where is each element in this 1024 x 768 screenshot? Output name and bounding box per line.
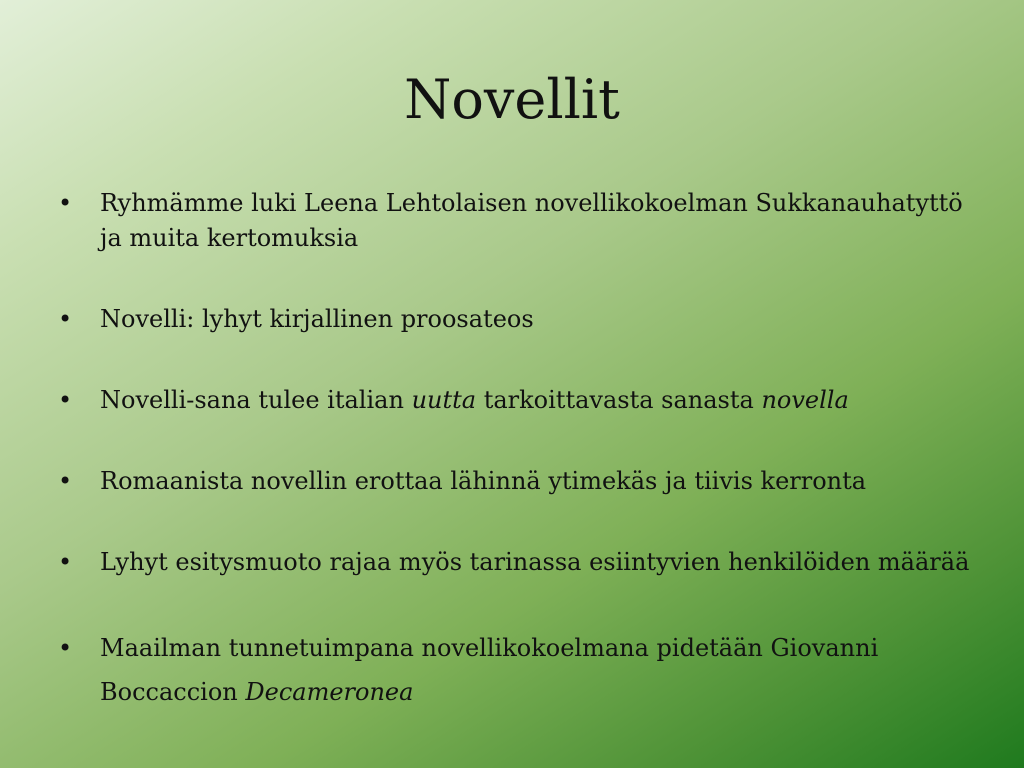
bullet-dot-icon: • (58, 386, 73, 414)
bullet-item (58, 383, 988, 418)
bullet-dot-icon: • (58, 548, 73, 576)
bullet-italic-word: novella (761, 386, 849, 414)
bullet-dot-icon: • (58, 189, 73, 217)
bullet-text: Romaanista novellin erottaa lähinnä ytimekäs ja tiivis kerronta (100, 467, 867, 495)
slide-title: Novellit (404, 68, 620, 131)
bullet-text: tarkoittavasta sanasta (476, 386, 762, 414)
bullet-item (58, 302, 988, 337)
bullet-text: Novelli: lyhyt kirjallinen proosateos (100, 305, 534, 333)
bullet-list (58, 186, 988, 714)
bullet-dot-icon: • (58, 305, 73, 333)
bullet-item (58, 464, 988, 499)
bullet-item (58, 186, 988, 256)
bullet-italic-word: Decameronea (245, 678, 414, 706)
bullet-dot-icon: • (58, 634, 73, 662)
bullet-text: Maailman tunnetuimpana novellikokoelmana pidetään Giovanni Boccaccion (100, 634, 879, 706)
bullet-text: Lyhyt esitysmuoto rajaa myös tarinassa esiintyvien henkilöiden määrää (100, 548, 970, 576)
bullet-item (58, 626, 988, 714)
bullet-text: Ryhmämme luki Leena Lehtolaisen novellikokoelman Sukkanauhatyttö ja muita kertomuksia (100, 189, 963, 252)
bullet-text: Novelli-sana tulee italian (100, 386, 412, 414)
bullet-dot-icon: • (58, 467, 73, 495)
bullet-item (58, 545, 988, 580)
bullet-italic-word: uutta (411, 386, 477, 414)
